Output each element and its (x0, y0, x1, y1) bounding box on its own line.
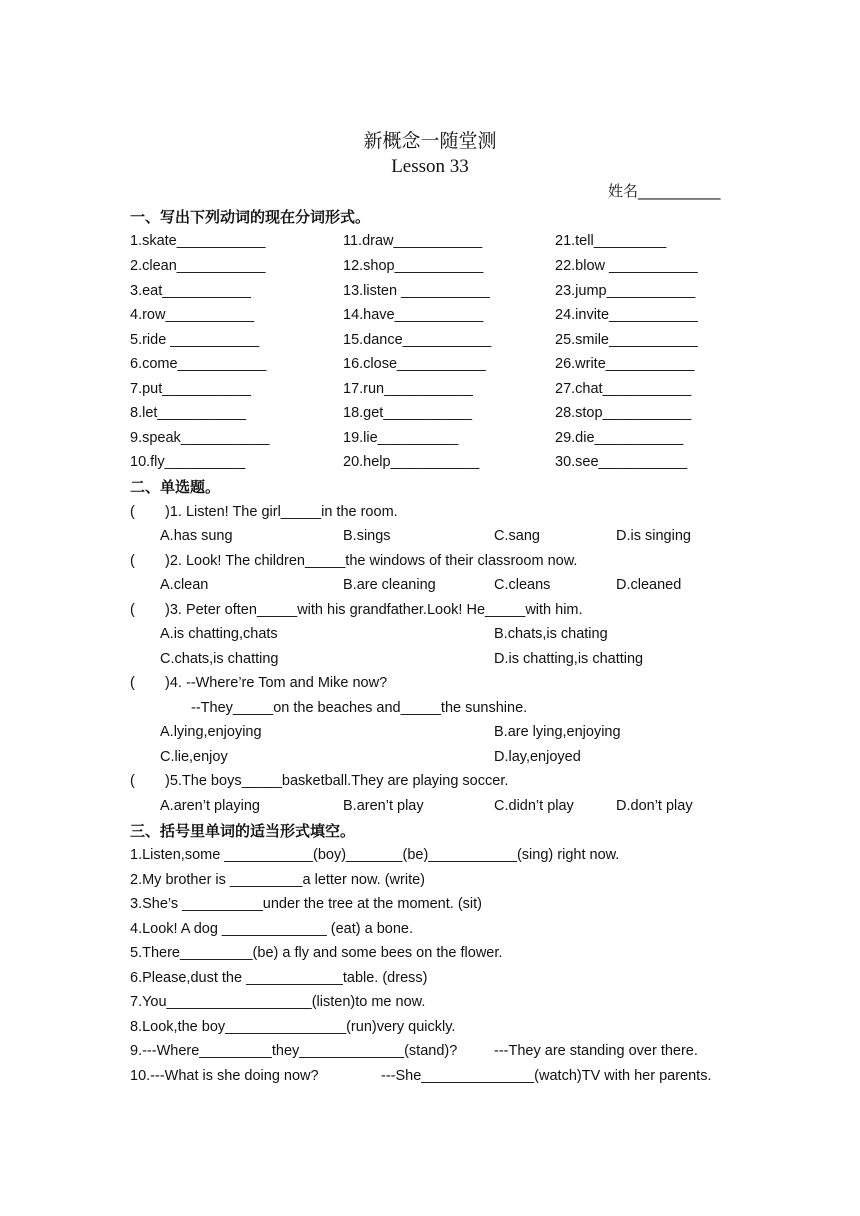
option-d: D.don’t play (616, 798, 693, 814)
section3-heading: 三、括号里单词的适当形式填空。 (130, 822, 356, 840)
option-d: D.cleaned (616, 577, 682, 593)
option-a: A.aren’t playing (160, 798, 260, 814)
question-text: )4. --Where’re Tom and Mike now? (165, 675, 388, 691)
option-a: A.has sung (160, 528, 233, 544)
worksheet-title: 新概念一随堂测 (363, 130, 497, 152)
answer-paren: ( (130, 504, 135, 520)
option-b: B.chats,is chating (494, 626, 608, 642)
verb-item: 12.shop___________ (343, 258, 484, 274)
fill-item: 3.She’s __________under the tree at the moment. (sit) (130, 896, 482, 912)
fill-item: 7.You__________________(listen)to me now. (130, 994, 426, 1010)
answer-paren: ( (130, 773, 135, 789)
verb-item: 19.lie__________ (343, 430, 459, 446)
option-c: C.lie,enjoy (160, 749, 228, 765)
option-a: A.lying,enjoying (160, 724, 262, 740)
answer-paren: ( (130, 675, 135, 691)
section2-heading: 二、单选题。 (130, 478, 221, 496)
fill-item-10-answer: ---She______________(watch)TV with her parents. (381, 1068, 712, 1084)
option-a: A.clean (160, 577, 209, 593)
fill-item-9-question: 9.---Where_________they_____________(stand)? (130, 1043, 458, 1059)
option-b: B.are lying,enjoying (494, 724, 621, 740)
question-text: )2. Look! The children_____the windows of their classroom now. (165, 553, 578, 569)
verb-item: 27.chat___________ (555, 381, 692, 397)
question-text: )3. Peter often_____with his grandfather.Look! He_____with him. (165, 602, 583, 618)
question-4-reply: --They_____on the beaches and_____the sunshine. (191, 700, 528, 716)
fill-item: 5.There_________(be) a fly and some bees on the flower. (130, 945, 503, 961)
verb-item: 3.eat___________ (130, 283, 251, 299)
verb-item: 11.draw___________ (343, 233, 483, 249)
verb-item: 16.close___________ (343, 356, 486, 372)
option-c: C.sang (494, 528, 540, 544)
verb-item: 25.smile___________ (555, 332, 698, 348)
verb-item: 24.invite___________ (555, 307, 698, 323)
option-d: D.is singing (616, 528, 691, 544)
fill-item: 6.Please,dust the ____________table. (dress) (130, 970, 428, 986)
verb-item: 7.put___________ (130, 381, 251, 397)
student-name-field: 姓名___________ (608, 182, 721, 200)
option-c: C.didn’t play (494, 798, 574, 814)
verb-item: 1.skate___________ (130, 233, 266, 249)
verb-item: 2.clean___________ (130, 258, 266, 274)
verb-item: 23.jump___________ (555, 283, 696, 299)
verb-item: 18.get___________ (343, 405, 473, 421)
verb-item: 30.see___________ (555, 454, 688, 470)
verb-item: 15.dance___________ (343, 332, 492, 348)
answer-paren: ( (130, 553, 135, 569)
verb-item: 9.speak___________ (130, 430, 270, 446)
verb-item: 21.tell_________ (555, 233, 667, 249)
verb-item: 17.run___________ (343, 381, 473, 397)
verb-item: 6.come___________ (130, 356, 267, 372)
fill-item: 4.Look! A dog _____________ (eat) a bone. (130, 921, 413, 937)
verb-item: 22.blow ___________ (555, 258, 698, 274)
verb-item: 29.die___________ (555, 430, 684, 446)
verb-item: 8.let___________ (130, 405, 247, 421)
fill-item: 1.Listen,some ___________(boy)_______(be)___________(sing) right now. (130, 847, 620, 863)
verb-item: 14.have___________ (343, 307, 484, 323)
option-b: B.sings (343, 528, 391, 544)
section1-heading: 一、写出下列动词的现在分词形式。 (130, 208, 371, 226)
verb-item: 26.write___________ (555, 356, 695, 372)
question-text: )5.The boys_____basketball.They are playing soccer. (165, 773, 509, 789)
lesson-subtitle: Lesson 33 (391, 156, 469, 177)
answer-paren: ( (130, 602, 135, 618)
verb-item: 5.ride ___________ (130, 332, 260, 348)
option-b: B.are cleaning (343, 577, 436, 593)
option-c: C.cleans (494, 577, 551, 593)
option-d: D.lay,enjoyed (494, 749, 581, 765)
question-text: )1. Listen! The girl_____in the room. (165, 504, 398, 520)
option-c: C.chats,is chatting (160, 651, 279, 667)
verb-item: 28.stop___________ (555, 405, 692, 421)
fill-item-9-answer: ---They are standing over there. (494, 1043, 698, 1059)
verb-item: 4.row___________ (130, 307, 255, 323)
verb-item: 10.fly__________ (130, 454, 246, 470)
option-a: A.is chatting,chats (160, 626, 278, 642)
option-d: D.is chatting,is chatting (494, 651, 644, 667)
fill-item: 2.My brother is _________a letter now. (write) (130, 872, 425, 888)
verb-item: 13.listen ___________ (343, 283, 490, 299)
fill-item: 8.Look,the boy_______________(run)very quickly. (130, 1019, 456, 1035)
verb-item: 20.help___________ (343, 454, 480, 470)
option-b: B.aren’t play (343, 798, 424, 814)
fill-item-10-question: 10.---What is she doing now? (130, 1068, 319, 1084)
